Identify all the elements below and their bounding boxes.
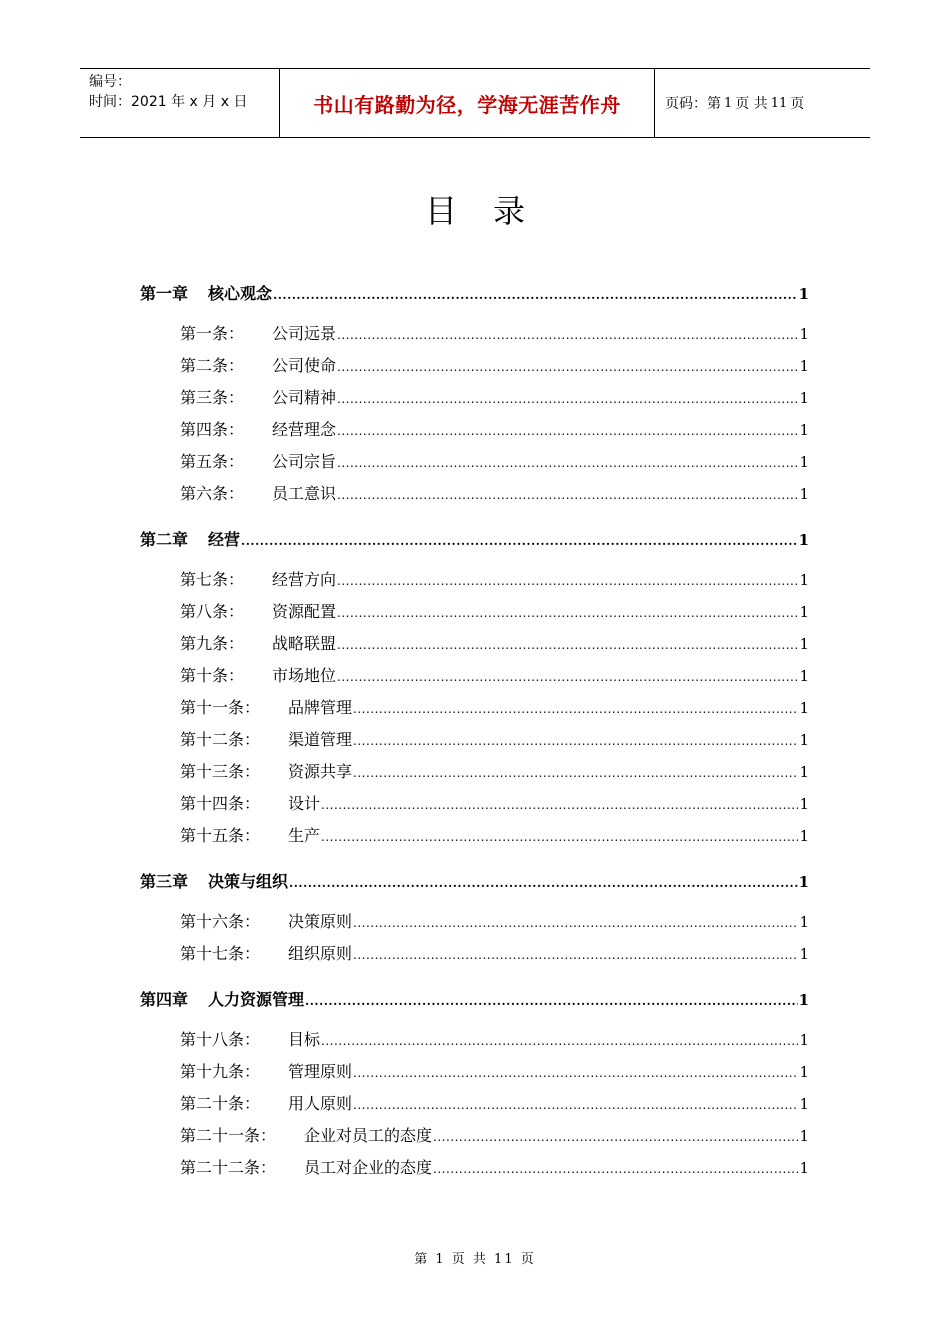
article-number: 第十二条： [180, 730, 261, 749]
article-title: 员工对企业的态度 [304, 1158, 433, 1177]
page-current: 1 [724, 95, 733, 111]
toc-article-entry[interactable] [140, 727, 809, 759]
toc-chapter-entry[interactable] [140, 869, 809, 897]
article-page-number: 1 [799, 453, 809, 471]
article-page-number: 1 [799, 571, 809, 589]
article-page-number: 1 [799, 763, 809, 781]
toc-article-entry[interactable] [140, 759, 809, 791]
article-number: 第七条： [180, 570, 245, 589]
dot-leader [337, 606, 798, 620]
article-page-number: 1 [799, 827, 809, 845]
article-title: 公司精神 [272, 388, 337, 407]
toc-article-entry[interactable] [140, 1027, 809, 1059]
dot-leader [241, 534, 798, 548]
article-page-number: 1 [799, 1031, 809, 1049]
dot-leader [289, 876, 798, 890]
article-number: 第二十二条： [180, 1158, 277, 1177]
toc-article-entry[interactable] [140, 823, 809, 855]
chapter-number: 第三章 [140, 872, 189, 891]
article-page-number: 1 [799, 325, 809, 343]
chapter-title: 经营 [208, 530, 241, 549]
page-total: 11 [770, 95, 788, 111]
article-number: 第十五条： [180, 826, 261, 845]
article-title: 渠道管理 [288, 730, 353, 749]
table-of-contents [140, 281, 809, 1187]
toc-article-entry[interactable] [140, 695, 809, 727]
article-page-number: 1 [799, 795, 809, 813]
dot-leader [353, 702, 798, 716]
article-title: 企业对员工的态度 [304, 1126, 433, 1145]
dot-leader [321, 798, 798, 812]
article-number: 第十八条： [180, 1030, 261, 1049]
article-title: 公司使命 [272, 356, 337, 375]
dot-leader [353, 1066, 798, 1080]
article-title: 决策原则 [288, 912, 353, 931]
article-number: 第三条： [180, 388, 245, 407]
dot-leader [353, 916, 798, 930]
toc-article-entry[interactable] [140, 791, 809, 823]
toc-article-entry[interactable] [140, 353, 809, 385]
article-page-number: 1 [799, 485, 809, 503]
dot-leader [337, 670, 798, 684]
toc-article-entry[interactable] [140, 663, 809, 695]
dot-leader [337, 424, 798, 438]
article-title: 组织原则 [288, 944, 353, 963]
article-page-number: 1 [799, 389, 809, 407]
article-title: 市场地位 [272, 666, 337, 685]
article-page-number: 1 [799, 603, 809, 621]
number-label: 编号： [89, 74, 131, 90]
page-title: 目录 [424, 192, 561, 230]
article-page-number: 1 [799, 357, 809, 375]
chapter-title: 人力资源管理 [208, 990, 305, 1009]
dot-leader [433, 1162, 798, 1176]
dot-leader [337, 574, 798, 588]
article-title: 资源共享 [288, 762, 353, 781]
article-number: 第十一条： [180, 698, 261, 717]
dot-leader [321, 830, 798, 844]
article-number: 第二十条： [180, 1094, 261, 1113]
article-number: 第十四条： [180, 794, 261, 813]
article-number: 第六条： [180, 484, 245, 503]
dot-leader [321, 1034, 798, 1048]
article-number: 第八条： [180, 602, 245, 621]
article-title: 生产 [288, 826, 321, 845]
article-page-number: 1 [799, 667, 809, 685]
article-page-number: 1 [799, 731, 809, 749]
page-mid: 页 共 [735, 96, 768, 112]
dot-leader [273, 288, 798, 302]
toc-article-entry[interactable] [140, 1123, 809, 1155]
toc-article-entry[interactable] [140, 1091, 809, 1123]
chapter-title: 核心观念 [208, 284, 273, 303]
article-title: 经营方向 [272, 570, 337, 589]
article-number: 第九条： [180, 634, 245, 653]
header-page-info [655, 69, 870, 137]
header-table [80, 68, 870, 138]
article-page-number: 1 [799, 1095, 809, 1113]
dot-leader [337, 456, 798, 470]
article-title: 公司远景 [272, 324, 337, 343]
article-page-number: 1 [799, 1063, 809, 1081]
article-title: 资源配置 [272, 602, 337, 621]
article-page-number: 1 [799, 945, 809, 963]
toc-article-entry[interactable] [140, 417, 809, 449]
toc-article-entry[interactable] [140, 481, 809, 513]
article-title: 设计 [288, 794, 321, 813]
toc-chapter-entry[interactable] [140, 281, 809, 309]
toc-article-entry[interactable] [140, 1059, 809, 1091]
dot-leader [337, 328, 798, 342]
article-title: 管理原则 [288, 1062, 353, 1081]
article-number: 第四条： [180, 420, 245, 439]
toc-article-entry[interactable] [140, 909, 809, 941]
toc-article-entry[interactable] [140, 941, 809, 973]
time-label: 时间：2021 年 x 月 x 日 [89, 94, 248, 110]
article-title: 员工意识 [272, 484, 337, 503]
chapter-page-number: 1 [798, 991, 809, 1009]
article-title: 品牌管理 [288, 698, 353, 717]
dot-leader [337, 360, 798, 374]
toc-chapter-entry[interactable] [140, 527, 809, 555]
dot-leader [353, 1098, 798, 1112]
article-number: 第一条： [180, 324, 245, 343]
article-page-number: 1 [799, 1159, 809, 1177]
dot-leader [353, 948, 798, 962]
dot-leader [305, 994, 798, 1008]
article-number: 第十七条： [180, 944, 261, 963]
dot-leader [353, 766, 798, 780]
article-title: 战略联盟 [272, 634, 337, 653]
dot-leader [337, 638, 798, 652]
article-number: 第五条： [180, 452, 245, 471]
article-page-number: 1 [799, 699, 809, 717]
article-page-number: 1 [799, 913, 809, 931]
toc-article-entry[interactable] [140, 567, 809, 599]
chapter-number: 第四章 [140, 990, 189, 1009]
article-page-number: 1 [799, 1127, 809, 1145]
article-title: 经营理念 [272, 420, 337, 439]
toc-article-entry[interactable] [140, 1155, 809, 1187]
dot-leader [433, 1130, 798, 1144]
article-page-number: 1 [799, 635, 809, 653]
header-left-cell [80, 69, 280, 137]
chapter-page-number: 1 [798, 285, 809, 303]
page-footer: 第 1 页 共 11 页 [414, 1252, 536, 1267]
article-number: 第十九条： [180, 1062, 261, 1081]
dot-leader [337, 392, 798, 406]
article-title: 目标 [288, 1030, 321, 1049]
toc-chapter-entry[interactable] [140, 987, 809, 1015]
chapter-page-number: 1 [798, 873, 809, 891]
chapter-page-number: 1 [798, 531, 809, 549]
article-number: 第二十一条： [180, 1126, 277, 1145]
article-title: 用人原则 [288, 1094, 353, 1113]
toc-article-entry[interactable] [140, 321, 809, 353]
dot-leader [337, 488, 798, 502]
article-number: 第二条： [180, 356, 245, 375]
chapter-number: 第一章 [140, 284, 189, 303]
toc-article-entry[interactable] [140, 449, 809, 481]
chapter-number: 第二章 [140, 530, 189, 549]
article-page-number: 1 [799, 421, 809, 439]
toc-article-entry[interactable] [140, 631, 809, 663]
toc-article-entry[interactable] [140, 385, 809, 417]
article-number: 第十条： [180, 666, 245, 685]
dot-leader [353, 734, 798, 748]
article-number: 第十三条： [180, 762, 261, 781]
article-number: 第十六条： [180, 912, 261, 931]
header-motto: 书山有路勤为径，学海无涯苦作舟 [280, 69, 655, 137]
toc-article-entry[interactable] [140, 599, 809, 631]
chapter-title: 决策与组织 [208, 872, 289, 891]
article-title: 公司宗旨 [272, 452, 337, 471]
page-suffix: 页 [790, 96, 805, 112]
page-prefix: 页码：第 [665, 96, 721, 112]
